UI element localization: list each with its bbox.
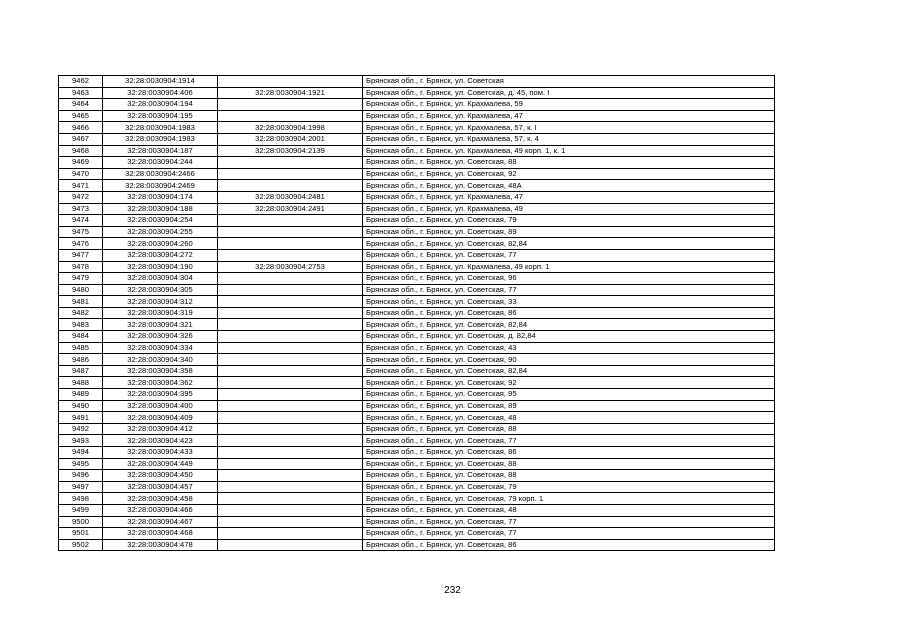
address-cell: Брянская обл., г. Брянск, ул. Советская, 79	[363, 215, 775, 227]
row-number-cell: 9493	[59, 435, 103, 447]
table-row	[59, 331, 775, 343]
table-row	[59, 447, 775, 459]
cadastral-number-cell: 32:28:0030904:468	[103, 528, 218, 540]
cadastral-number-cell: 32:28:0030904:433	[103, 447, 218, 459]
cadastral-number-cell: 32:28:0030904:187	[103, 145, 218, 157]
cadastral-number-cell: 32:28:0030904:321	[103, 319, 218, 331]
row-number-cell: 9471	[59, 180, 103, 192]
row-number-cell: 9462	[59, 76, 103, 88]
cadastral-number-cell: 32:28:0030904:174	[103, 191, 218, 203]
row-number-cell: 9491	[59, 412, 103, 424]
table-row	[59, 87, 775, 99]
cadastral-number-cell: 32:28:0030904:195	[103, 110, 218, 122]
cadastral-number-cell: 32:28:0030904:190	[103, 261, 218, 273]
cadastral-number-cell: 32:28:0030904:362	[103, 377, 218, 389]
address-cell: Брянская обл., г. Брянск, ул. Советская, 88	[363, 157, 775, 169]
table-row	[59, 145, 775, 157]
address-cell: Брянская обл., г. Брянск, ул. Советская, 82,84	[363, 365, 775, 377]
address-cell: Брянская обл., г. Брянск, ул. Крахмалева, 49	[363, 203, 775, 215]
table-row	[59, 307, 775, 319]
address-cell: Брянская обл., г. Брянск, ул. Крахмалева, 49 корп. 1, к. 1	[363, 145, 775, 157]
row-number-cell: 9469	[59, 157, 103, 169]
table-row	[59, 389, 775, 401]
row-number-cell: 9472	[59, 191, 103, 203]
table-row	[59, 168, 775, 180]
address-cell: Брянская обл., г. Брянск, ул. Советская, 90	[363, 354, 775, 366]
related-cadastral-number-cell	[218, 400, 363, 412]
related-cadastral-number-cell	[218, 110, 363, 122]
related-cadastral-number-cell: 32:28:0030904:2139	[218, 145, 363, 157]
table-row	[59, 157, 775, 169]
related-cadastral-number-cell	[218, 423, 363, 435]
row-number-cell: 9478	[59, 261, 103, 273]
cadastral-number-cell: 32:28:0030904:1983	[103, 122, 218, 134]
table-row	[59, 516, 775, 528]
row-number-cell: 9499	[59, 504, 103, 516]
table-row	[59, 284, 775, 296]
address-cell: Брянская обл., г. Брянск, ул. Советская, 77	[363, 284, 775, 296]
related-cadastral-number-cell	[218, 157, 363, 169]
related-cadastral-number-cell	[218, 226, 363, 238]
related-cadastral-number-cell	[218, 365, 363, 377]
address-cell: Брянская обл., г. Брянск, ул. Советская, 92	[363, 168, 775, 180]
table-row	[59, 226, 775, 238]
address-cell: Брянская обл., г. Брянск, ул. Советская, 86	[363, 539, 775, 551]
cadastral-number-cell: 32:28:0030904:409	[103, 412, 218, 424]
table-row	[59, 191, 775, 203]
related-cadastral-number-cell	[218, 319, 363, 331]
cadastral-number-cell: 32:28:0030904:478	[103, 539, 218, 551]
related-cadastral-number-cell	[218, 539, 363, 551]
row-number-cell: 9480	[59, 284, 103, 296]
related-cadastral-number-cell: 32:28:0030904:2481	[218, 191, 363, 203]
cadastral-number-cell: 32:28:0030904:340	[103, 354, 218, 366]
row-number-cell: 9486	[59, 354, 103, 366]
table-row	[59, 296, 775, 308]
table-row	[59, 493, 775, 505]
table-row	[59, 215, 775, 227]
row-number-cell: 9498	[59, 493, 103, 505]
related-cadastral-number-cell	[218, 470, 363, 482]
address-cell: Брянская обл., г. Брянск, ул. Советская, 82,84	[363, 319, 775, 331]
row-number-cell: 9476	[59, 238, 103, 250]
table-row	[59, 470, 775, 482]
cadastral-number-cell: 32:28:0030904:1983	[103, 133, 218, 145]
row-number-cell: 9470	[59, 168, 103, 180]
row-number-cell: 9479	[59, 273, 103, 285]
table-row	[59, 365, 775, 377]
table-row	[59, 133, 775, 145]
related-cadastral-number-cell	[218, 504, 363, 516]
cadastral-number-cell: 32:28:0030904:260	[103, 238, 218, 250]
related-cadastral-number-cell	[218, 76, 363, 88]
address-cell: Брянская обл., г. Брянск, ул. Крахмалева, 59	[363, 99, 775, 111]
row-number-cell: 9463	[59, 87, 103, 99]
address-cell: Брянская обл., г. Брянск, ул. Советская, 88	[363, 423, 775, 435]
address-cell: Брянская обл., г. Брянск, ул. Советская, 48	[363, 504, 775, 516]
cadastral-number-cell: 32:28:0030904:458	[103, 493, 218, 505]
table-row	[59, 377, 775, 389]
table-row	[59, 203, 775, 215]
address-cell: Брянская обл., г. Брянск, ул. Советская	[363, 76, 775, 88]
cadastral-number-cell: 32:28:0030904:423	[103, 435, 218, 447]
row-number-cell: 9481	[59, 296, 103, 308]
row-number-cell: 9464	[59, 99, 103, 111]
related-cadastral-number-cell	[218, 99, 363, 111]
address-cell: Брянская обл., г. Брянск, ул. Советская, 89	[363, 226, 775, 238]
related-cadastral-number-cell	[218, 342, 363, 354]
cadastral-number-cell: 32:28:0030904:255	[103, 226, 218, 238]
table-row	[59, 261, 775, 273]
related-cadastral-number-cell: 32:28:0030904:2001	[218, 133, 363, 145]
row-number-cell: 9484	[59, 331, 103, 343]
table-row	[59, 110, 775, 122]
row-number-cell: 9482	[59, 307, 103, 319]
row-number-cell: 9489	[59, 389, 103, 401]
cadastral-number-cell: 32:28:0030904:457	[103, 481, 218, 493]
cadastral-number-cell: 32:28:0030904:272	[103, 249, 218, 261]
cadastral-number-cell: 32:28:0030904:466	[103, 504, 218, 516]
table-row	[59, 458, 775, 470]
address-cell: Брянская обл., г. Брянск, ул. Советская, д. 45, пом. I	[363, 87, 775, 99]
row-number-cell: 9487	[59, 365, 103, 377]
related-cadastral-number-cell	[218, 331, 363, 343]
table-row	[59, 412, 775, 424]
address-cell: Брянская обл., г. Брянск, ул. Советская, 33	[363, 296, 775, 308]
address-cell: Брянская обл., г. Брянск, ул. Крахмалева, 47	[363, 191, 775, 203]
related-cadastral-number-cell	[218, 493, 363, 505]
address-cell: Брянская обл., г. Брянск, ул. Крахмалева, 47	[363, 110, 775, 122]
row-number-cell: 9494	[59, 447, 103, 459]
related-cadastral-number-cell	[218, 412, 363, 424]
cadastral-number-cell: 32:28:0030904:358	[103, 365, 218, 377]
cadastral-number-cell: 32:28:0030904:412	[103, 423, 218, 435]
address-cell: Брянская обл., г. Брянск, ул. Советская, 89	[363, 400, 775, 412]
cadastral-number-cell: 32:28:0030904:2469	[103, 180, 218, 192]
row-number-cell: 9475	[59, 226, 103, 238]
row-number-cell: 9502	[59, 539, 103, 551]
address-cell: Брянская обл., г. Брянск, ул. Советская, 86	[363, 307, 775, 319]
address-cell: Брянская обл., г. Брянск, ул. Крахмалева, 57, к. 4	[363, 133, 775, 145]
row-number-cell: 9496	[59, 470, 103, 482]
address-cell: Брянская обл., г. Брянск, ул. Советская, 77	[363, 435, 775, 447]
cadastral-number-cell: 32:28:0030904:326	[103, 331, 218, 343]
address-cell: Брянская обл., г. Брянск, ул. Советская, 92	[363, 377, 775, 389]
table-row	[59, 99, 775, 111]
table-row	[59, 528, 775, 540]
related-cadastral-number-cell	[218, 458, 363, 470]
row-number-cell: 9468	[59, 145, 103, 157]
table-row	[59, 122, 775, 134]
table-row	[59, 354, 775, 366]
related-cadastral-number-cell	[218, 215, 363, 227]
cadastral-number-cell: 32:28:0030904:400	[103, 400, 218, 412]
table-row	[59, 76, 775, 88]
address-cell: Брянская обл., г. Брянск, ул. Советская, 77	[363, 528, 775, 540]
cadastral-table	[58, 75, 775, 551]
cadastral-number-cell: 32:28:0030904:449	[103, 458, 218, 470]
table-row	[59, 504, 775, 516]
related-cadastral-number-cell	[218, 307, 363, 319]
address-cell: Брянская обл., г. Брянск, ул. Советская, 95	[363, 389, 775, 401]
row-number-cell: 9474	[59, 215, 103, 227]
table-row	[59, 180, 775, 192]
address-cell: Брянская обл., г. Брянск, ул. Советская, 86	[363, 447, 775, 459]
table-row	[59, 342, 775, 354]
related-cadastral-number-cell: 32:28:0030904:1921	[218, 87, 363, 99]
row-number-cell: 9492	[59, 423, 103, 435]
row-number-cell: 9483	[59, 319, 103, 331]
address-cell: Брянская обл., г. Брянск, ул. Советская, 88	[363, 470, 775, 482]
cadastral-number-cell: 32:28:0030904:406	[103, 87, 218, 99]
related-cadastral-number-cell	[218, 238, 363, 250]
row-number-cell: 9500	[59, 516, 103, 528]
row-number-cell: 9495	[59, 458, 103, 470]
cadastral-number-cell: 32:28:0030904:395	[103, 389, 218, 401]
page-number: 232	[444, 585, 461, 596]
address-cell: Брянская обл., г. Брянск, ул. Советская, 82,84	[363, 238, 775, 250]
address-cell: Брянская обл., г. Брянск, ул. Крахмалева, 57, к. I	[363, 122, 775, 134]
related-cadastral-number-cell: 32:28:0030904:1998	[218, 122, 363, 134]
related-cadastral-number-cell	[218, 180, 363, 192]
row-number-cell: 9485	[59, 342, 103, 354]
related-cadastral-number-cell: 32:28:0030904:2491	[218, 203, 363, 215]
related-cadastral-number-cell	[218, 296, 363, 308]
cadastral-number-cell: 32:28:0030904:2466	[103, 168, 218, 180]
row-number-cell: 9473	[59, 203, 103, 215]
address-cell: Брянская обл., г. Брянск, ул. Советская, 77	[363, 249, 775, 261]
table-row	[59, 238, 775, 250]
cadastral-number-cell: 32:28:0030904:312	[103, 296, 218, 308]
table-row	[59, 249, 775, 261]
related-cadastral-number-cell	[218, 377, 363, 389]
row-number-cell: 9490	[59, 400, 103, 412]
related-cadastral-number-cell	[218, 284, 363, 296]
related-cadastral-number-cell	[218, 389, 363, 401]
row-number-cell: 9465	[59, 110, 103, 122]
cadastral-number-cell: 32:28:0030904:304	[103, 273, 218, 285]
address-cell: Брянская обл., г. Брянск, ул. Советская, 77	[363, 516, 775, 528]
address-cell: Брянская обл., г. Брянск, ул. Советская, 48А	[363, 180, 775, 192]
cadastral-number-cell: 32:28:0030904:254	[103, 215, 218, 227]
related-cadastral-number-cell	[218, 435, 363, 447]
table-row	[59, 435, 775, 447]
related-cadastral-number-cell	[218, 273, 363, 285]
table-body	[59, 76, 775, 551]
address-cell: Брянская обл., г. Брянск, ул. Советская, д. 82,84	[363, 331, 775, 343]
related-cadastral-number-cell	[218, 481, 363, 493]
cadastral-number-cell: 32:28:0030904:305	[103, 284, 218, 296]
related-cadastral-number-cell	[218, 168, 363, 180]
row-number-cell: 9466	[59, 122, 103, 134]
table-row	[59, 539, 775, 551]
address-cell: Брянская обл., г. Брянск, ул. Крахмалева, 49 корп. 1	[363, 261, 775, 273]
row-number-cell: 9497	[59, 481, 103, 493]
row-number-cell: 9477	[59, 249, 103, 261]
cadastral-number-cell: 32:28:0030904:188	[103, 203, 218, 215]
table-row	[59, 400, 775, 412]
address-cell: Брянская обл., г. Брянск, ул. Советская, 43	[363, 342, 775, 354]
table-row	[59, 273, 775, 285]
related-cadastral-number-cell	[218, 354, 363, 366]
row-number-cell: 9501	[59, 528, 103, 540]
address-cell: Брянская обл., г. Брянск, ул. Советская, 88	[363, 458, 775, 470]
cadastral-number-cell: 32:28:0030904:334	[103, 342, 218, 354]
table-row	[59, 423, 775, 435]
address-cell: Брянская обл., г. Брянск, ул. Советская, 79	[363, 481, 775, 493]
address-cell: Брянская обл., г. Брянск, ул. Советская, 48	[363, 412, 775, 424]
cadastral-number-cell: 32:28:0030904:244	[103, 157, 218, 169]
related-cadastral-number-cell	[218, 516, 363, 528]
row-number-cell: 9467	[59, 133, 103, 145]
address-cell: Брянская обл., г. Брянск, ул. Советская, 96	[363, 273, 775, 285]
table-row	[59, 481, 775, 493]
related-cadastral-number-cell	[218, 528, 363, 540]
cadastral-number-cell: 32:28:0030904:450	[103, 470, 218, 482]
address-cell: Брянская обл., г. Брянск, ул. Советская, 79 корп. 1	[363, 493, 775, 505]
cadastral-number-cell: 32:28:0030904:1914	[103, 76, 218, 88]
table-row	[59, 319, 775, 331]
cadastral-number-cell: 32:28:0030904:467	[103, 516, 218, 528]
related-cadastral-number-cell	[218, 249, 363, 261]
cadastral-number-cell: 32:28:0030904:194	[103, 99, 218, 111]
related-cadastral-number-cell: 32:28:0030904:2753	[218, 261, 363, 273]
cadastral-number-cell: 32:28:0030904:319	[103, 307, 218, 319]
row-number-cell: 9488	[59, 377, 103, 389]
related-cadastral-number-cell	[218, 447, 363, 459]
